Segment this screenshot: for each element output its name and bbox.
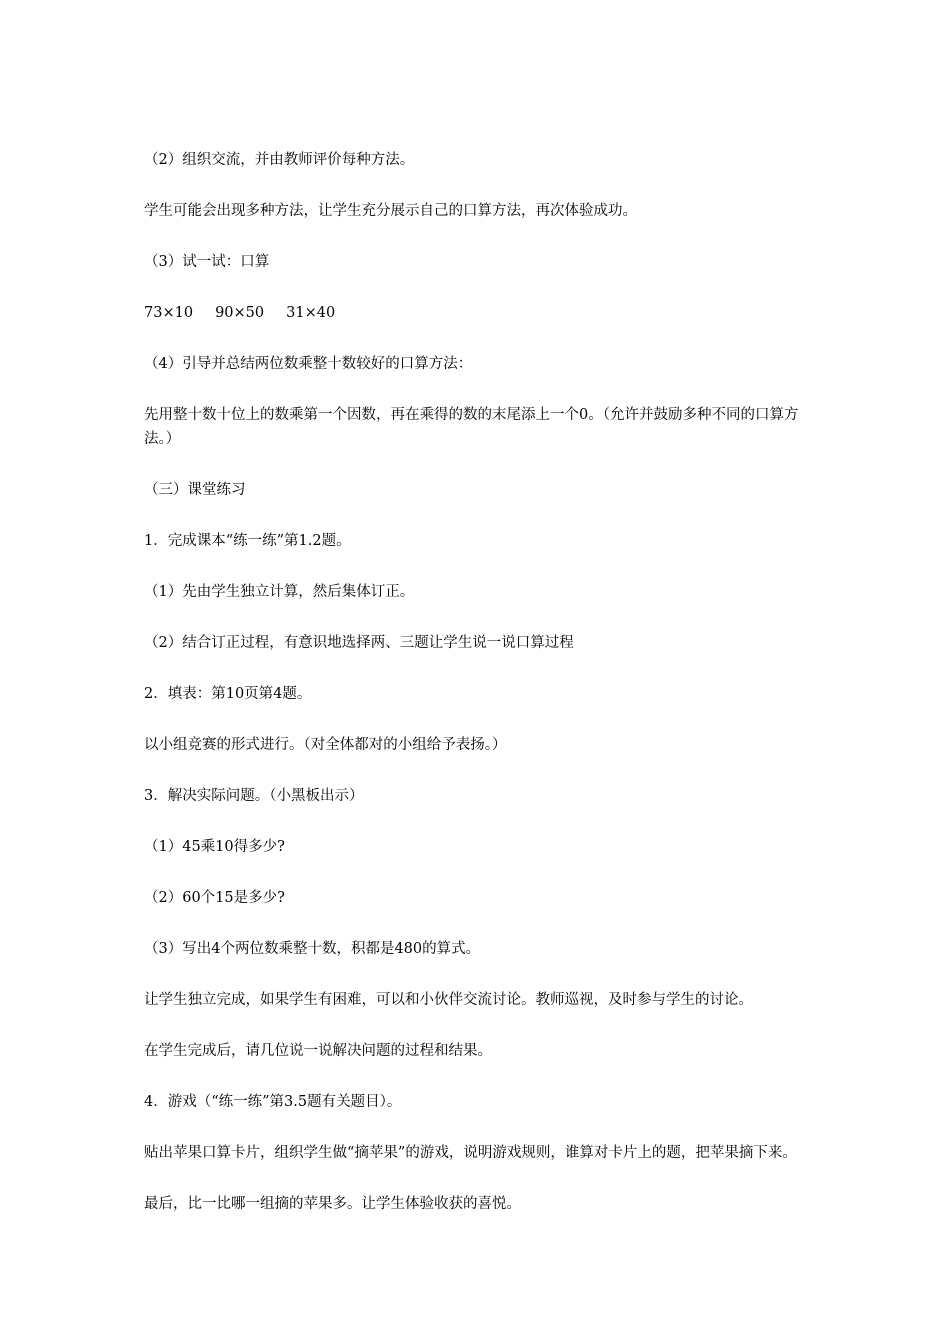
paragraph: 1．完成课本“练一练”第1.2题。 <box>144 533 351 549</box>
paragraph: （3）写出4个两位数乘整十数，积都是480的算式。 <box>144 941 481 957</box>
paragraph: 4．游戏（“练一练”第3.5题有关题目）。 <box>144 1094 402 1110</box>
paragraph: 最后，比一比哪一组摘的苹果多。让学生体验收获的喜悦。 <box>144 1196 521 1212</box>
paragraph: （1）45乘10得多少? <box>144 839 285 855</box>
calculation-item: 31×40 <box>286 305 336 321</box>
calculation-row <box>144 301 820 325</box>
paragraph: 让学生独立完成，如果学生有困难，可以和小伙伴交流讨论。教师巡视，及时参与学生的讨论。 <box>144 992 753 1008</box>
paragraph: 2．填表：第10页第4题。 <box>144 686 312 702</box>
paragraph: （4）引导并总结两位数乘整十数较好的口算方法： <box>144 356 473 372</box>
calculation-item: 73×10 <box>144 305 194 321</box>
paragraph: （2）60个15是多少? <box>144 890 285 906</box>
paragraph: 学生可能会出现多种方法，让学生充分展示自己的口算方法，再次体验成功。 <box>144 203 637 219</box>
paragraph: （1）先由学生独立计算，然后集体订正。 <box>144 584 415 600</box>
paragraph: （2）结合订正过程，有意识地选择两、三题让学生说一说口算过程 <box>144 635 574 651</box>
paragraph: 先用整十数十位上的数乘第一个因数，再在乘得的数的末尾添上一个0。（允许并鼓励多种不同的口算方法。） <box>144 407 799 447</box>
paragraph: （3）试一试：口算 <box>144 254 270 270</box>
calculation-item: 90×50 <box>215 305 265 321</box>
paragraph: 贴出苹果口算卡片，组织学生做“摘苹果”的游戏，说明游戏规则，谁算对卡片上的题，把苹果摘下来。 <box>144 1145 797 1161</box>
document-body <box>144 148 820 1243</box>
section-heading: （三）课堂练习 <box>144 482 246 498</box>
paragraph: 在学生完成后，请几位说一说解决问题的过程和结果。 <box>144 1043 492 1059</box>
paragraph: （2）组织交流，并由教师评价每种方法。 <box>144 152 415 168</box>
paragraph: 以小组竞赛的形式进行。（对全体都对的小组给予表扬。） <box>144 737 507 753</box>
paragraph: 3．解决实际问题。（小黑板出示） <box>144 788 364 804</box>
